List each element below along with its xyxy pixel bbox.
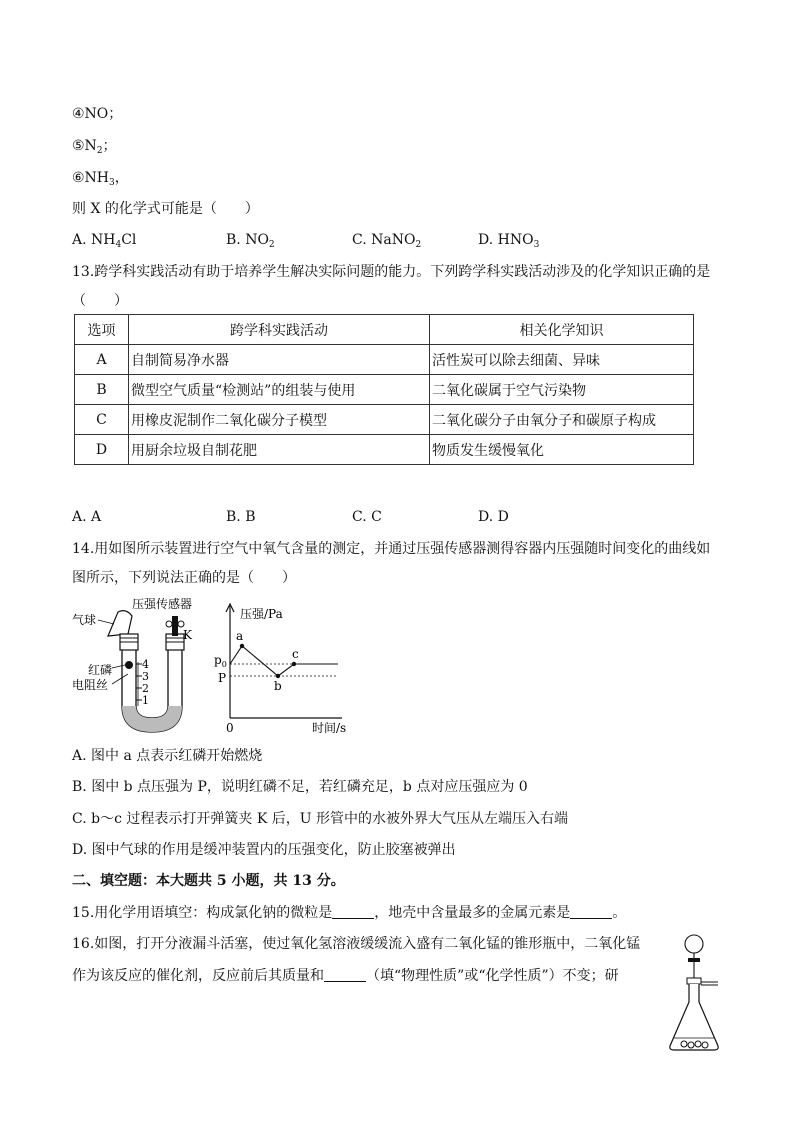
- q12-item-4: ④NO；: [72, 106, 123, 122]
- table-cell: 自制简易净水器: [129, 345, 430, 375]
- point-c: [292, 662, 296, 666]
- q13-option-b[interactable]: B. B: [226, 509, 256, 525]
- flask-apparatus-figure: [664, 928, 724, 1058]
- q13-stem: 13.跨学科实践活动有助于培养学生解决实际问题的能力。下列跨学科实践活动涉及的化学知识正确的是: [72, 264, 711, 280]
- table-cell: D: [75, 435, 129, 465]
- u-tube-apparatus-figure: [70, 594, 210, 744]
- q12-option-a[interactable]: A. $NH_4Cl$: [72, 232, 137, 250]
- x-axis-label: 时间/s: [312, 721, 347, 735]
- q16-stem: 16.如图，打开分液漏斗活塞，使过氧化氢溶液缓缓流入盛有二氧化锰的锥形瓶中，二氧化锰: [72, 936, 641, 952]
- table-cell: A: [75, 345, 129, 375]
- wire-label: 电阻丝: [72, 678, 109, 692]
- point-a-label: a: [236, 629, 244, 643]
- pressure-time-graph: [210, 600, 350, 740]
- answer-blank[interactable]: [332, 904, 374, 919]
- q12-question: 则 X 的化学式可能是（ ）: [72, 201, 259, 217]
- sensor-label: 压强传感器: [132, 597, 193, 611]
- point-b: [276, 674, 280, 678]
- section-heading: 二、填空题：本大题共 5 小题，共 13 分。: [72, 873, 345, 889]
- q12-item-6: $⑥NH_3$，: [72, 170, 129, 188]
- table-row: [75, 405, 694, 435]
- q13-stem-paren: （ ）: [72, 293, 128, 309]
- p0-label: $p_0$: [214, 653, 227, 669]
- q13-option-a[interactable]: A. A: [72, 509, 102, 525]
- q14-option-d[interactable]: D. 图中气球的作用是缓冲装置内的压强变化，防止胶塞被弹出: [72, 842, 456, 858]
- q12-option-d[interactable]: D. $HNO_3$: [478, 232, 540, 250]
- scale-3: 3: [142, 670, 149, 683]
- clamp-k-label: K: [183, 628, 192, 642]
- pressure-curve: [230, 646, 338, 676]
- table-header-cell: 选项: [75, 315, 129, 345]
- balloon-label: 气球: [72, 613, 97, 627]
- table-row: [75, 375, 694, 405]
- table-cell: 二氧化碳分子由氧分子和碳原子构成: [430, 405, 694, 435]
- y-axis-label: 压强/Pa: [240, 607, 283, 621]
- scale-4: 4: [142, 658, 149, 671]
- origin-label: 0: [226, 721, 234, 735]
- p-label: P: [218, 671, 227, 685]
- point-c-label: c: [292, 647, 299, 661]
- q13-option-c[interactable]: C. C: [352, 509, 382, 525]
- q14-option-a[interactable]: A. 图中 a 点表示红磷开始燃烧: [72, 748, 263, 764]
- q16-stem-2: 作为该反应的催化剂，反应前后其质量和 （填“物理性质”或“化学性质”）不变；研: [72, 968, 619, 984]
- q12-item-5: $⑤N_2$；: [72, 138, 117, 156]
- q12-option-b[interactable]: B. $NO_2$: [226, 232, 275, 250]
- table-cell: B: [75, 375, 129, 405]
- point-b-label: b: [274, 679, 282, 693]
- water-fill: [122, 706, 182, 732]
- table-row: [75, 435, 694, 465]
- red-phosphorus: [125, 661, 133, 669]
- table-cell: 物质发生缓慢氧化: [430, 435, 694, 465]
- q13-table: [74, 314, 694, 465]
- scale-1: 1: [142, 694, 149, 707]
- q12-option-c[interactable]: C. NaNO$_2$: [352, 232, 422, 250]
- sensor-tube: [172, 616, 178, 636]
- table-cell: 用厨余垃圾自制花肥: [129, 435, 430, 465]
- table-cell: 微型空气质量“检测站”的组装与使用: [129, 375, 430, 405]
- q13-option-d[interactable]: D. D: [478, 509, 509, 525]
- table-cell: C: [75, 405, 129, 435]
- separatory-funnel: [685, 935, 703, 953]
- table-row: [75, 345, 694, 375]
- table-cell: 二氧化碳属于空气污染物: [430, 375, 694, 405]
- flask-stopper: [687, 978, 701, 984]
- table-cell: 活性炭可以除去细菌、异味: [430, 345, 694, 375]
- answer-blank[interactable]: [324, 967, 366, 982]
- q15-stem: 15.用化学用语填空：构成氯化钠的微粒是 ，地壳中含量最多的金属元素是 。: [72, 905, 627, 921]
- q14-option-c[interactable]: C. b～c 过程表示打开弹簧夹 K 后，U 形管中的水被外界大气压从左端压入右端: [72, 811, 568, 827]
- table-header-row: [75, 315, 694, 345]
- scale-2: 2: [142, 682, 149, 695]
- phosphorus-label: 红磷: [88, 663, 113, 677]
- table-cell: 用橡皮泥制作二氧化碳分子模型: [129, 405, 430, 435]
- table-header-cell: 跨学科实践活动: [129, 315, 430, 345]
- q14-option-b[interactable]: B. 图中 b 点压强为 P，说明红磷不足，若红磷充足，b 点对应压强应为 0: [72, 779, 528, 795]
- point-a: [240, 644, 244, 648]
- answer-blank[interactable]: [570, 904, 612, 919]
- conical-flask: [670, 984, 718, 1050]
- q14-stem-2: 图所示，下列说法正确的是（ ）: [72, 570, 296, 586]
- q14-stem: 14.用如图所示装置进行空气中氧气含量的测定，并通过压强传感器测得容器内压强随时间变化的曲线如: [72, 541, 711, 557]
- table-header-cell: 相关化学知识: [430, 315, 694, 345]
